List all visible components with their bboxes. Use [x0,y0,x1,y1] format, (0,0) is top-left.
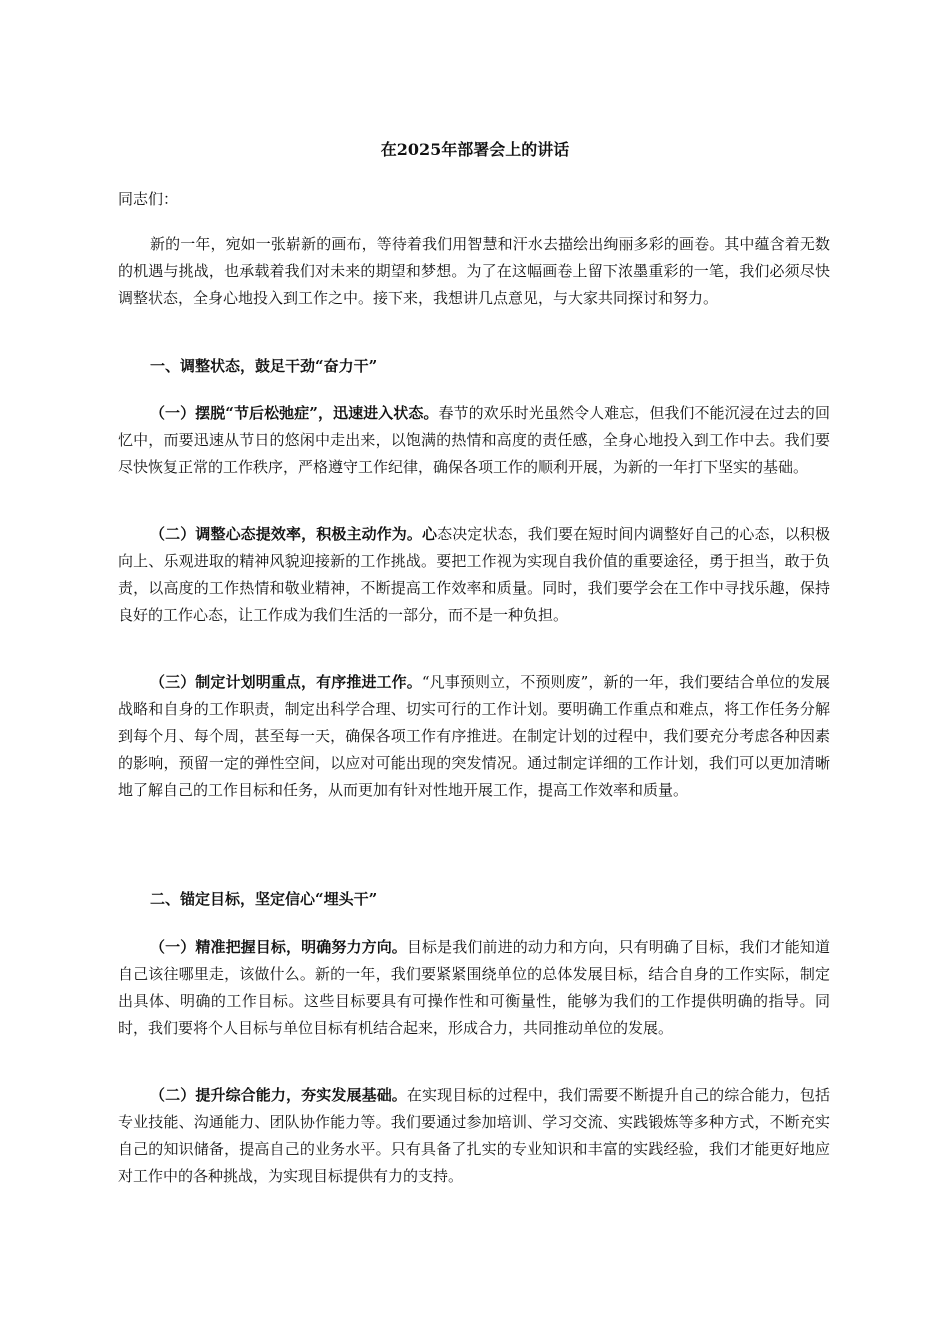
paragraph-body: 目标是我们前进的动力和方向，只有明确了目标，我们才能知道自己该往哪里走，该做什么。新的一年，我们要紧紧围绕单位的总体发展目标，结合自身的工作实际，制定出具体、明确的工作目标。这些目标要具有可操作性和可衡量性，能够为我们的工作提供明确的指导。同时，我们要将个人目标与单位目标有机结合起来，形成合力，共同推动单位的发展。 [118,938,830,1037]
document-title: 在2025年部署会上的讲话 [380,140,570,159]
paragraph-lead: （三）制定计划明重点，有序推进工作。 [150,673,422,691]
paragraph-2-2 [118,1082,830,1190]
paragraph-1-3 [118,669,830,804]
paragraph-body: 在实现目标的过程中，我们需要不断提升自己的综合能力，包括专业技能、沟通能力、团队协作能力等。我们要通过参加培训、学习交流、实践锻炼等多种方式，不断充实自己的知识储备，提高自己的业务水平。只有具备了扎实的专业知识和丰富的实践经验，我们才能更好地应对工作中的各种挑战，为实现目标提供有力的支持。 [118,1086,830,1185]
intro-paragraph: 新的一年，宛如一张崭新的画布，等待着我们用智慧和汗水去描绘出绚丽多彩的画卷。其中蕴含着无数的机遇与挑战，也承载着我们对未来的期望和梦想。为了在这幅画卷上留下浓墨重彩的一笔，我们必须尽快调整状态，全身心地投入到工作之中。接下来，我想讲几点意见，与大家共同探讨和努力。 [118,235,830,307]
paragraph-body: 态决定状态，我们要在短时间内调整好自己的心态，以积极向上、乐观进取的精神风貌迎接新的工作挑战。要把工作视为实现自我价值的重要途径，勇于担当，敢于负责，以高度的工作热情和敬业精神，不断提高工作效率和质量。同时，我们要学会在工作中寻找乐趣，保持良好的工作心态，让工作成为我们生活的一部分，而不是一种负担。 [118,525,830,624]
paragraph-1-1 [118,400,830,481]
section-heading-2: 二、锚定目标，坚定信心“埋头干” [150,890,378,908]
salutation: 同志们： [118,190,179,208]
paragraph-1-2 [118,521,830,629]
paragraph-body: 春节的欢乐时光虽然令人难忘，但我们不能沉浸在过去的回忆中，而要迅速从节日的悠闲中走出来，以饱满的热情和高度的责任感，全身心地投入到工作中去。我们要尽快恢复正常的工作秩序，严格遵守工作纪律，确保各项工作的顺利开展，为新的一年打下坚实的基础。 [118,404,830,476]
section-heading-1: 一、调整状态，鼓足干劲“奋力干” [150,357,378,375]
paragraph-lead: （二）提升综合能力，夯实发展基础。 [150,1086,407,1104]
paragraph-lead: （一）摆脱“节后松弛症”，迅速进入状态。 [150,404,439,422]
paragraph-2-1 [118,934,830,1042]
paragraph-lead: （二）调整心态提效率，积极主动作为。心 [150,525,438,543]
paragraph-body: “凡事预则立，不预则废”，新的一年，我们要结合单位的发展战略和自身的工作职责，制定出科学合理、切实可行的工作计划。要明确工作重点和难点，将工作任务分解到每个月、每个周，甚至每一天，确保各项工作有序推进。在制定计划的过程中，我们要充分考虑各种因素的影响，预留一定的弹性空间，以应对可能出现的突发情况。通过制定详细的工作计划，我们可以更加清晰地了解自己的工作目标和任务，从而更加有针对性地开展工作，提高工作效率和质量。 [118,673,830,799]
paragraph-lead: （一）精准把握目标，明确努力方向。 [150,938,407,956]
